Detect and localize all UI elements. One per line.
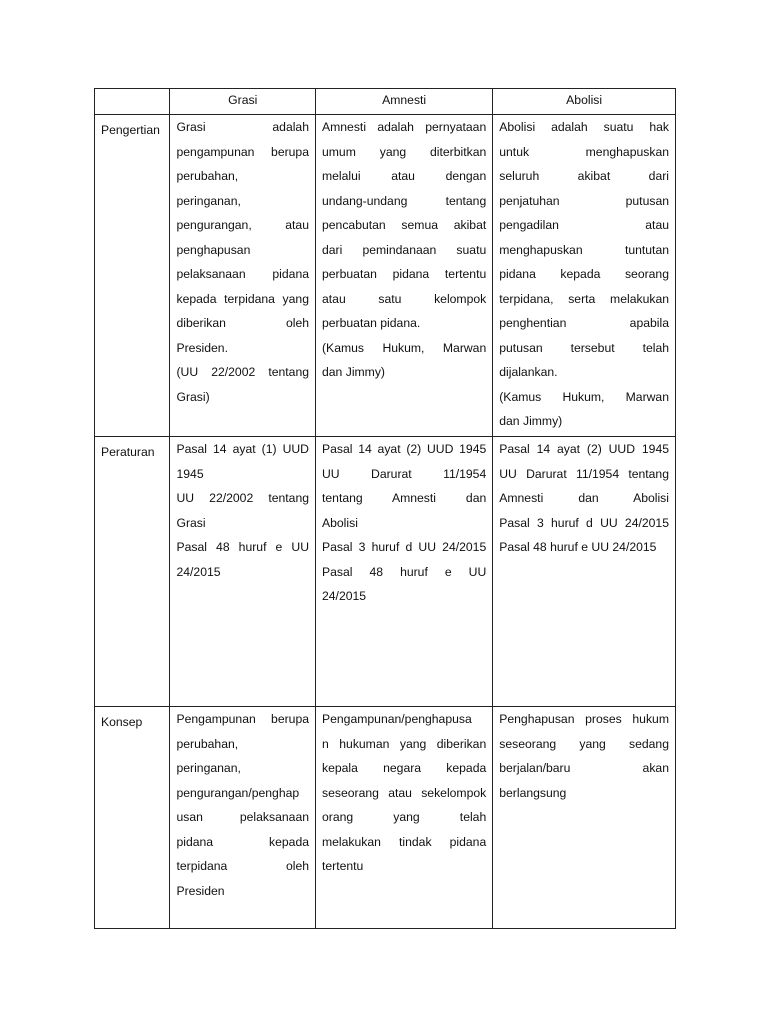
cell-line: Presiden.: [176, 340, 228, 355]
cell-line: Pasal 14 ayat (2) UUD 1945: [499, 442, 669, 456]
cell-line: pengadilan atau: [499, 218, 669, 232]
cell-line: Pasal 48 huruf e UU 24/2015: [499, 540, 657, 554]
header-abolisi: Abolisi: [493, 89, 676, 115]
cell-line: n hukuman yang diberikan: [322, 736, 487, 751]
cell-konsep-amnesti: [316, 707, 493, 929]
cell-line: untuk menghapuskan: [499, 144, 669, 159]
cell-line: penghentian apabila: [499, 316, 669, 330]
cell-line: (UU 22/2002 tentang: [176, 365, 309, 379]
cell-line: dari pemindanaan suatu: [322, 242, 487, 257]
cell-line: Pasal 48 huruf e UU: [322, 564, 487, 579]
cell-line: dijalankan.: [499, 365, 558, 379]
cell-line: Penghapusan proses hukum: [499, 712, 669, 726]
cell-line: pengampunan berupa: [176, 144, 309, 159]
cell-konsep-grasi: [170, 707, 316, 929]
cell-line: dan Jimmy): [322, 365, 385, 379]
cell-pengertian-grasi: [170, 115, 316, 437]
cell-line: Abolisi adalah suatu hak: [499, 120, 669, 134]
row-pengertian: [95, 115, 676, 437]
cell-line: 1945: [176, 466, 204, 481]
comparison-table: [94, 88, 676, 929]
cell-line: (Kamus Hukum, Marwan: [322, 340, 487, 355]
cell-line: atau satu kelompok: [322, 291, 487, 306]
cell-line: perubahan,: [176, 736, 239, 751]
cell-line: pidana kepada: [176, 834, 309, 849]
row-peraturan: [95, 437, 676, 707]
cell-pengertian-abolisi: [493, 115, 676, 437]
cell-line: terpidana oleh: [176, 859, 309, 873]
cell-line: penghapusan: [176, 242, 251, 257]
header-row: [95, 89, 676, 115]
header-grasi: Grasi: [170, 89, 316, 115]
header-amnesti: Amnesti: [316, 89, 493, 115]
cell-line: UU Darurat 11/1954: [322, 466, 487, 481]
cell-peraturan-grasi: [170, 437, 316, 707]
cell-line: Grasi adalah: [176, 120, 309, 134]
cell-line: (Kamus Hukum, Marwan: [499, 389, 669, 404]
cell-line: berlangsung: [499, 785, 567, 800]
cell-line: seluruh akibat dari: [499, 169, 669, 183]
cell-line: Pasal 14 ayat (1) UUD: [176, 442, 309, 456]
cell-line: kepada terpidana yang: [176, 291, 309, 306]
row-label-pengertian: Pengertian: [95, 115, 170, 437]
cell-line: UU 22/2002 tentang: [176, 491, 309, 505]
cell-line: melakukan tindak pidana: [322, 834, 487, 849]
cell-line: tertentu: [322, 859, 364, 873]
cell-line: usan pelaksanaan: [176, 810, 309, 824]
cell-line: peringanan,: [176, 193, 241, 208]
cell-line: pengurangan, atau: [176, 218, 309, 232]
cell-line: seseorang atau sekelompok: [322, 785, 487, 800]
cell-line: Amnesti adalah pernyataan: [322, 120, 487, 134]
cell-line: pidana kepada seorang: [499, 267, 669, 281]
cell-line: pengurangan/penghap: [176, 785, 300, 800]
cell-line: diberikan oleh: [176, 316, 309, 330]
cell-line: Pasal 48 huruf e UU: [176, 540, 309, 554]
cell-line: pencabutan semua akibat: [322, 218, 487, 232]
cell-line: 24/2015: [176, 564, 221, 579]
cell-line: seseorang yang sedang: [499, 736, 669, 751]
cell-line: Amnesti dan Abolisi: [499, 491, 669, 505]
row-label-peraturan: Peraturan: [95, 437, 170, 707]
cell-line: perbuatan pidana tertentu: [322, 267, 487, 281]
cell-line: berjalan/baru akan: [499, 761, 669, 775]
cell-line: menghapuskan tuntutan: [499, 242, 669, 257]
cell-line: Abolisi: [322, 515, 358, 530]
cell-line: undang-undang tentang: [322, 193, 487, 208]
cell-line: umum yang diterbitkan: [322, 144, 487, 159]
header-empty: [95, 89, 170, 115]
cell-line: 24/2015: [322, 589, 367, 603]
cell-line: Pengampunan berupa: [176, 712, 309, 726]
cell-line: Presiden: [176, 883, 225, 898]
cell-line: perbuatan pidana.: [322, 316, 421, 330]
cell-line: terpidana, serta melakukan: [499, 291, 669, 306]
cell-line: melalui atau dengan: [322, 169, 487, 183]
cell-line: orang yang telah: [322, 810, 487, 824]
cell-konsep-abolisi: [493, 707, 676, 929]
cell-line: tentang Amnesti dan: [322, 491, 487, 505]
cell-line: Pasal 14 ayat (2) UUD 1945: [322, 442, 487, 456]
cell-peraturan-amnesti: [316, 437, 493, 707]
row-konsep: [95, 707, 676, 929]
row-label-konsep: Konsep: [95, 707, 170, 929]
cell-line: kepala negara kepada: [322, 761, 487, 775]
cell-line: peringanan,: [176, 761, 241, 775]
cell-line: perubahan,: [176, 169, 239, 183]
cell-line: dan Jimmy): [499, 414, 563, 428]
cell-line: Pasal 3 huruf d UU 24/2015: [499, 515, 669, 530]
cell-line: Pengampunan/penghapusa: [322, 712, 472, 726]
cell-line: putusan tersebut telah: [499, 340, 669, 355]
cell-line: penjatuhan putusan: [499, 193, 669, 208]
cell-line: pelaksanaan pidana: [176, 267, 309, 281]
cell-line: Pasal 3 huruf d UU 24/2015: [322, 540, 487, 554]
cell-pengertian-amnesti: [316, 115, 493, 437]
cell-peraturan-abolisi: [493, 437, 676, 707]
cell-line: Grasi): [176, 389, 210, 404]
cell-line: Grasi: [176, 515, 206, 530]
cell-line: UU Darurat 11/1954 tentang: [499, 466, 669, 481]
